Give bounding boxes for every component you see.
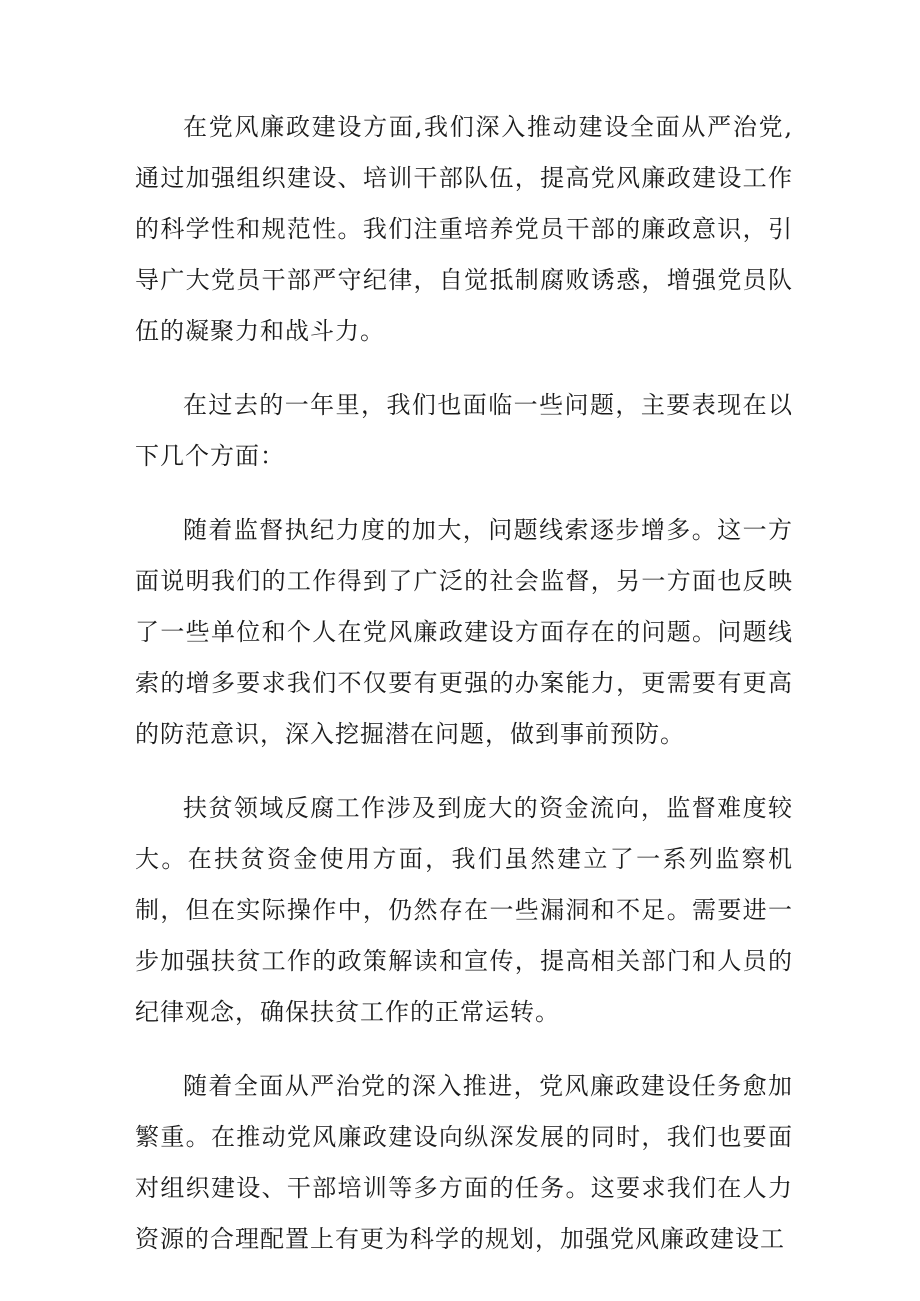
- paragraph-strict-governance: 随着全面从严治党的深入推进，党风廉政建设任务愈加繁重。在推动党风廉政建设向纵深发展的同时，我们也要面对组织建设、干部培训等多方面的任务。这要求我们在人力资源的合理配置上有更为科学的规划，加强党风廉政建设工: [135, 1072, 793, 1253]
- paragraph-party-conduct: 在党风廉政建设方面,我们深入推动建设全面从严治党,通过加强组织建设、培训干部队伍，提高党风廉政建设工作的科学性和规范性。我们注重培养党员干部的廉政意识，引导广大党员干部严守纪律，自觉抵制腐败诱惑，增强党员队伍的凝聚力和战斗力。: [135, 113, 793, 345]
- paragraph-supervision-clues: 随着监督执纪力度的加大，问题线索逐步增多。这一方面说明我们的工作得到了广泛的社会监督，另一方面也反映了一些单位和个人在党风廉政建设方面存在的问题。问题线索的增多要求我们不仅要有更强的办案能力，更需要有更高的防范意识，深入挖掘潜在问题，做到事前预防。: [135, 516, 793, 748]
- document-page: [135, 102, 793, 1265]
- paragraph-problems-intro: 在过去的一年里，我们也面临一些问题，主要表现在以下几个方面：: [135, 391, 793, 470]
- paragraph-poverty-alleviation: 扶贫领域反腐工作涉及到庞大的资金流向，监督难度较大。在扶贫资金使用方面，我们虽然建立了一系列监察机制，但在实际操作中，仍然存在一些漏洞和不足。需要进一步加强扶贫工作的政策解读和宣传，提高相关部门和人员的纪律观念，确保扶贫工作的正常运转。: [135, 794, 793, 1026]
